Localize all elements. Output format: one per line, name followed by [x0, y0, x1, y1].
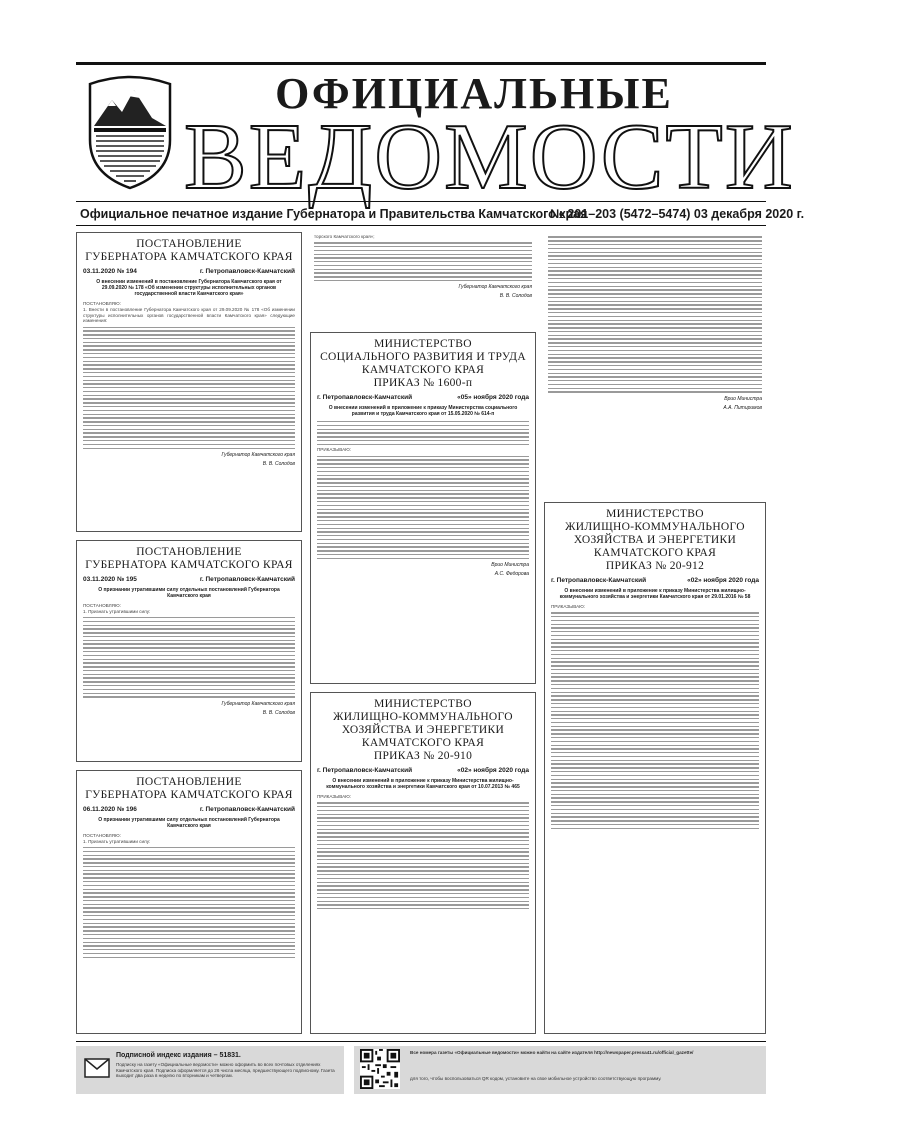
decree-heading-sub: ГУБЕРНАТОРА КАМЧАТСКОГО КРАЯ — [85, 251, 293, 263]
body-text-lines — [317, 802, 529, 909]
decree-lead: О признании утратившими силу отдельных постановлений Губернатора Камчатского края — [98, 817, 280, 829]
decree-action: ПОСТАНОВЛЯЮ: — [83, 603, 121, 608]
decree-heading-sub: ГУБЕРНАТОРА КАМЧАТСКОГО КРАЯ — [85, 789, 293, 801]
subscription-text: Подписку на газету «Официальные ведомости» можно оформить во всех почтовых отделениях Камчатского края. Подписка оформляется до 26 числа месяца, предшествующего подписному. Газета выходит два раза в неделю по вторникам и четвергам. — [116, 1062, 335, 1078]
decree-date-number: 03.11.2020 № 194 — [83, 268, 137, 275]
column-1 — [76, 232, 302, 1032]
subscription-block — [76, 1046, 344, 1094]
body-text-lines — [548, 236, 762, 392]
issue-number-date: № 201–203 (5472–5474) 03 декабря 2020 г. — [550, 207, 805, 221]
signature-title: Губернатор Камчатского края — [221, 451, 295, 458]
qr-instruction-text: для того, чтобы воспользоваться QR кодом, установите на свое мобильное устройство соответствующую программу. — [410, 1076, 662, 1081]
order-action: ПРИКАЗЫВАЮ: — [317, 447, 352, 453]
body-text-lines — [317, 456, 529, 559]
body-text-lines — [551, 612, 759, 829]
masthead-rule-bottom — [76, 225, 766, 226]
decree-lead: О признании утратившими силу отдельных постановлений Губернатора Камчатского края — [98, 587, 280, 599]
decree-action: ПОСТАНОВЛЯЮ: — [83, 833, 121, 838]
body-text-lines — [83, 327, 295, 449]
order-1600p — [310, 332, 536, 684]
order-date: «02» ноября 2020 года — [457, 767, 529, 774]
decree-heading: ПОСТАНОВЛЕНИЕ — [136, 546, 242, 558]
decree-place: г. Петропавловск-Камчатский — [199, 576, 295, 583]
body-text-lines — [317, 421, 529, 445]
decree-place: г. Петропавловск-Камчатский — [199, 268, 295, 275]
order-place: г. Петропавловск-Камчатский — [551, 577, 647, 584]
order-heading-line4: КАМЧАТСКОГО КРАЯ — [361, 737, 485, 749]
masthead-title-line1: ОФИЦИАЛЬНЫЕ — [275, 69, 673, 118]
decree-194 — [76, 232, 302, 532]
masthead-title-line2: ВЕДОМОСТИ — [184, 105, 795, 209]
subscription-index: Подписной индекс издания – 51831. — [116, 1052, 241, 1059]
masthead-subtitle: Официальное печатное издание Губернатора и Правительства Камчатского края — [80, 207, 588, 221]
order-heading-line2: ЖИЛИЩНО-КОММУНАЛЬНОГО — [565, 521, 745, 533]
order-place: г. Петропавловск-Камчатский — [317, 394, 413, 401]
signature-title: Губернатор Камчатского края — [221, 700, 295, 707]
order-action: ПРИКАЗЫВАЮ: — [317, 794, 352, 799]
order-date: «02» ноября 2020 года — [687, 577, 759, 584]
order-heading: МИНИСТЕРСТВО — [606, 508, 704, 520]
decree-place: г. Петропавловск-Камчатский — [199, 806, 295, 813]
signature-title: Врио Министра — [491, 562, 529, 569]
order-heading-line3: КАМЧАТСКОГО КРАЯ — [361, 364, 485, 376]
order-lead: О внесении изменений в приложение к приказу Министерства социального развития и труда Камчатского края от 15.05.2020 № 614-п — [328, 405, 518, 417]
decree-196 — [76, 770, 302, 1034]
decree-lead: О внесении изменений в постановление Губернатора Камчатского края от 29.09.2020 № 178 «Об изменении структуры исполнительных органов государственной власти Камчатского края» — [96, 279, 282, 297]
signature-name: В. В. Солодов — [262, 460, 295, 467]
column-3-continuation — [548, 234, 762, 411]
signature-name: В. В. Солодов — [499, 293, 532, 300]
website-text: Все номера газеты «Официальные ведомости» можно найти на сайте издателя http://newspaper.pressa41.ru/official_gazette/ — [410, 1050, 694, 1055]
decree-action: ПОСТАНОВЛЯЮ: — [83, 301, 121, 306]
signature-title: Губернатор Камчатского края — [458, 284, 532, 291]
order-heading-line2: ЖИЛИЩНО-КОММУНАЛЬНОГО — [333, 711, 513, 723]
order-heading-line2: СОЦИАЛЬНОГО РАЗВИТИЯ И ТРУДА — [320, 351, 526, 363]
decree-heading: ПОСТАНОВЛЕНИЕ — [136, 238, 242, 250]
order-heading-line5: ПРИКАЗ № 20-910 — [373, 750, 473, 762]
signature-title: Врио Министра — [724, 395, 762, 402]
signature-name: А.А. Питиримов — [723, 404, 762, 411]
decree-heading-sub: ГУБЕРНАТОРА КАМЧАТСКОГО КРАЯ — [85, 559, 293, 571]
order-lead: О внесении изменений в приложение к приказу Министерства жилищно-коммунального хозяйства и энергетики Камчатского края от 10.07.2013 № 465 — [326, 778, 520, 790]
decree-heading: ПОСТАНОВЛЕНИЕ — [136, 776, 242, 788]
order-lead: О внесении изменений в приложение к приказу Министерства жилищно-коммунального хозяйства и энергетики Камчатского края от 29.01.2016 № 58 — [559, 588, 751, 600]
decree-body: 1. Внести в постановление Губернатора Камчатского края от 29.09.2020 № 178 «Об изменении структуры исполнительных органов государственной власти Камчатского края» следующие изменения: — [83, 306, 295, 324]
continuation-text: торского Камчатского края»; — [314, 234, 375, 239]
order-action: ПРИКАЗЫВАЮ: — [551, 604, 586, 609]
column-2-continuation — [314, 234, 532, 299]
body-text-lines — [314, 242, 532, 281]
decree-date-number: 03.11.2020 № 195 — [83, 576, 137, 583]
order-heading-line5: ПРИКАЗ № 20-912 — [605, 560, 705, 572]
order-heading-line4: ПРИКАЗ № 1600-п — [373, 377, 473, 389]
order-place: г. Петропавловск-Камчатский — [317, 767, 413, 774]
order-heading-line4: КАМЧАТСКОГО КРАЯ — [593, 547, 717, 559]
masthead-top-rule — [76, 62, 766, 65]
order-heading-line3: ХОЗЯЙСТВА И ЭНЕРГЕТИКИ — [573, 534, 737, 546]
website-block — [354, 1046, 766, 1094]
order-heading: МИНИСТЕРСТВО — [374, 338, 472, 350]
decree-body: 1. Признать утратившими силу: — [83, 838, 151, 844]
order-heading-line3: ХОЗЯЙСТВА И ЭНЕРГЕТИКИ — [341, 724, 505, 736]
order-date: «05» ноября 2020 года — [457, 394, 529, 401]
decree-body: 1. Признать утратившими силу: — [83, 608, 151, 614]
body-text-lines — [83, 847, 295, 958]
order-20-912 — [544, 502, 766, 1034]
order-20-910 — [310, 692, 536, 1034]
decree-195 — [76, 540, 302, 762]
decree-date-number: 06.11.2020 № 196 — [83, 806, 137, 813]
kamchatka-crest-icon — [82, 70, 178, 190]
footer — [76, 1041, 766, 1098]
qr-code-icon — [360, 1049, 400, 1089]
signature-name: В. В. Солодов — [262, 709, 295, 716]
signature-name: А.С. Федорова — [494, 571, 529, 578]
column-3 — [544, 232, 766, 1032]
masthead-rule — [76, 201, 766, 202]
column-2 — [310, 232, 536, 1032]
envelope-icon — [84, 1058, 110, 1078]
order-heading: МИНИСТЕРСТВО — [374, 698, 472, 710]
body-text-lines — [83, 617, 295, 698]
